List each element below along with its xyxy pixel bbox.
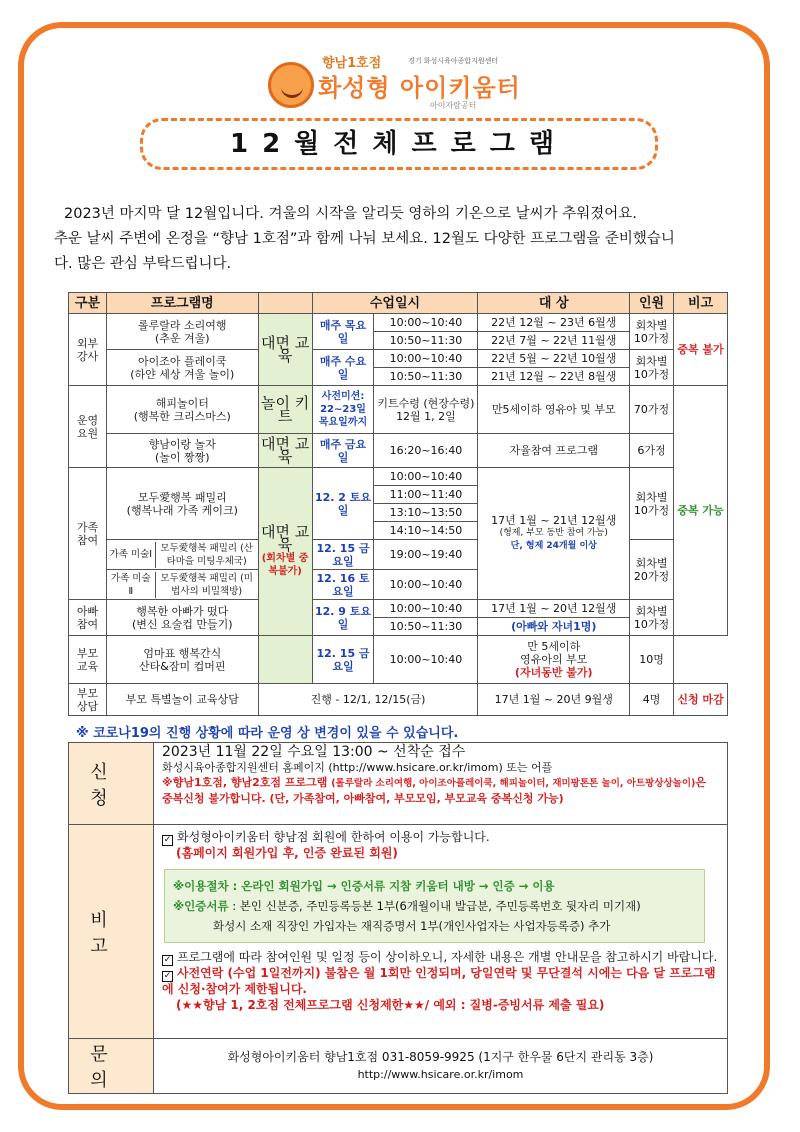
table-row: 가족 참여 모두愛행복 패밀리 (행복나래 가족 케이크) 대면 교육 (회차별 중복불가) 12. 2 토요일 10:00~10:40 17년 1월 ~ 21년 12월생 (형제, 부모 동반 참여 가능) 단, 형제 24개월 이상 회차별 10가정	[69, 468, 728, 486]
contact-row: 문 의 화성형아이키움터 향남1호점 031-8059-9925 (1지구 한우물 6단지 관리동 3층) http://www.hsicare.or.kr/imom	[69, 1039, 728, 1094]
table-row: 부모 교육 엄마표 행복간식 산타&잠미 컵머핀 12. 15 금요일 10:00~10:40 만 5세이하 영유아의 부모 (자녀동반 불가) 10명	[69, 636, 728, 684]
logo-name: 화성형 아이키움터	[318, 74, 521, 102]
table-row: 14:10~14:50	[69, 522, 728, 540]
procedure-box: ※이용절차 : 온라인 회원가입 → 인증서류 지참 키움터 내방 → 인증 → 이용 ※인증서류 : 본인 신분증, 주민등록등본 1부(6개월이내 발급분, 주민등록번호 뒷자리 미기재) 화성시 소재 직장인 가입자는 재직증명서 1부(개인사업자는 사업자등록증) 추가	[164, 869, 705, 943]
table-row: 11:00~11:40	[69, 486, 728, 504]
table-row: 10:50~11:30 22년 7월 ~ 22년 11월생	[69, 332, 728, 350]
logo	[268, 50, 528, 114]
table-row: 외부 강사 롤루랄라 소리여행 (추운 겨울) 대면 교육 매주 목요일 10:00~10:40 22년 12월 ~ 23년 6월생 회차별 10가정 중복 불가	[69, 314, 728, 332]
homepage-link[interactable]: http://www.hsicare.or.kr/imom	[357, 1068, 524, 1081]
logo-subtitle: 아이자람공터	[430, 101, 477, 110]
table-header: 구분 프로그램명 수업일시 대 상 인원 비고	[69, 293, 728, 314]
checkbox-icon: ✓	[163, 835, 172, 845]
page-title: 12월전체프로그램	[140, 118, 658, 170]
table-row: 10:50~11:30 (아빠와 자녀1명)	[69, 618, 728, 636]
logo-tagline: 향남1호점	[322, 56, 382, 71]
table-row: 아이조아 플레이쿡 (하얀 세상 겨울 놀이) 매주 수요일 10:00~10:40 22년 5월 ~ 22년 10월생 회차별 10가정	[69, 350, 728, 368]
apply-row: 신 청 2023년 11월 22일 수요일 13:00 ~ 선착순 접수 화성시육아종합지원센터 홈페이지 (http://www.hsicare.or.kr/imom) 또는 어플 ※향남1호점, 향남2호점 프로그램 (롤루랄라 소리여행, 아이조아플레이쿡, 해피놀이터, 재미팡톤톤 놀이, 아트팡상상놀이)은 중복신청 불가합니다. (단, 가족참여, 아빠참여, 부모모임, 부모교육 중복신청 가능)	[69, 743, 728, 825]
table-row: 운영 요원 해피놀이터 (행복한 크리스마스) 놀이 키트 사전미션: 22~23일 목요일까지 키트수령 (현장수령) 12월 1, 2일 만5세이하 영유아 및 부모 70가정 중복 가능	[69, 386, 728, 434]
table-row: 아빠 참여 행복한 아빠가 떴다 (변신 요술컵 만들기) 12. 9 토요일 10:00~10:40 17년 1월 ~ 20년 12월생 회차별 10가정	[69, 600, 728, 618]
info-table	[68, 742, 728, 1094]
logo-face-icon	[268, 62, 314, 108]
checkbox-icon: ✓	[163, 971, 172, 981]
intro-text: 2023년 마지막 달 12월입니다. 겨울의 시작을 알리듯 영하의 기온으로 날씨가 추워졌어요. 추운 날씨 주변에 온정을 “향남 1호점”과 함께 나눠 보세요. 12월도 다양한 프로그램을 준비했습니 다. 많은 관심 부탁드립니다.	[54, 206, 675, 272]
logo-org: 경기 화성시육아종합지원센터	[408, 57, 499, 65]
table-row: 가족 미술Ⅱ 모두愛행복 패밀리 (미법사의 비밀책방) 12. 16 토요일 10:00~10:40	[69, 570, 728, 600]
table-row: 부모 상담 부모 특별놀이 교육상담 진행 - 12/1, 12/15(금) 17년 1월 ~ 20년 9월생 4명 신청 마감	[69, 684, 728, 716]
table-row: 13:10~13:50	[69, 504, 728, 522]
table-row: 가족 미술Ⅰ 모두愛행복 패밀리 (산타마을 미팅우체국) 12. 15 금요일 19:00~19:40 회차별 20가정	[69, 540, 728, 570]
table-row: 10:50~11:30 21년 12월 ~ 22년 8월생	[69, 368, 728, 386]
program-table	[68, 292, 728, 716]
table-row: 향남이랑 놀자 (놀이 짱짱) 대면 교육 매주 금요일 16:20~16:40 자율참여 프로그램 6가정	[69, 434, 728, 468]
checkbox-icon: ✓	[163, 955, 172, 965]
remarks-row: 비 고 ✓ 화성형아이키움터 향남점 회원에 한하여 이용이 가능합니다. (홈페이지 회원가입 후, 인증 완료된 회원) ※이용절차 : 온라인 회원가입 → 인증서류 지참 키움터 내방 → 인증 → 이용 ※인증서류 : 본인 신분증, 주민등록등본 1부(6개월이내 발급분, 주민등록번호 뒷자리 미기재) 화성시 소재 직장인 가입자는 재직증명서 1부(개인사업자는 사업자등록증) 추가 ✓ 프로그램에 따라 참여인원 및 일정 등이 상이하오니, 자세한 내용은 개별 안내문을 참고하시기 바랍니다. ✓ 사전연락 (수업 1일전까지) 불참은 월 1회만 인정되며, 당일연락 및 무단결석 시에는 다음 달 프로그램에 신청·참여가 제한됩니다. (★★향남 1, 2호점 전체프로그램 신청제한★★/ 예외 : 질병-증빙서류 제출 필요)	[69, 825, 728, 1039]
covid-notice: ※ 코로나19의 진행 상황에 따라 운영 상 변경이 있을 수 있습니다.	[76, 726, 459, 741]
